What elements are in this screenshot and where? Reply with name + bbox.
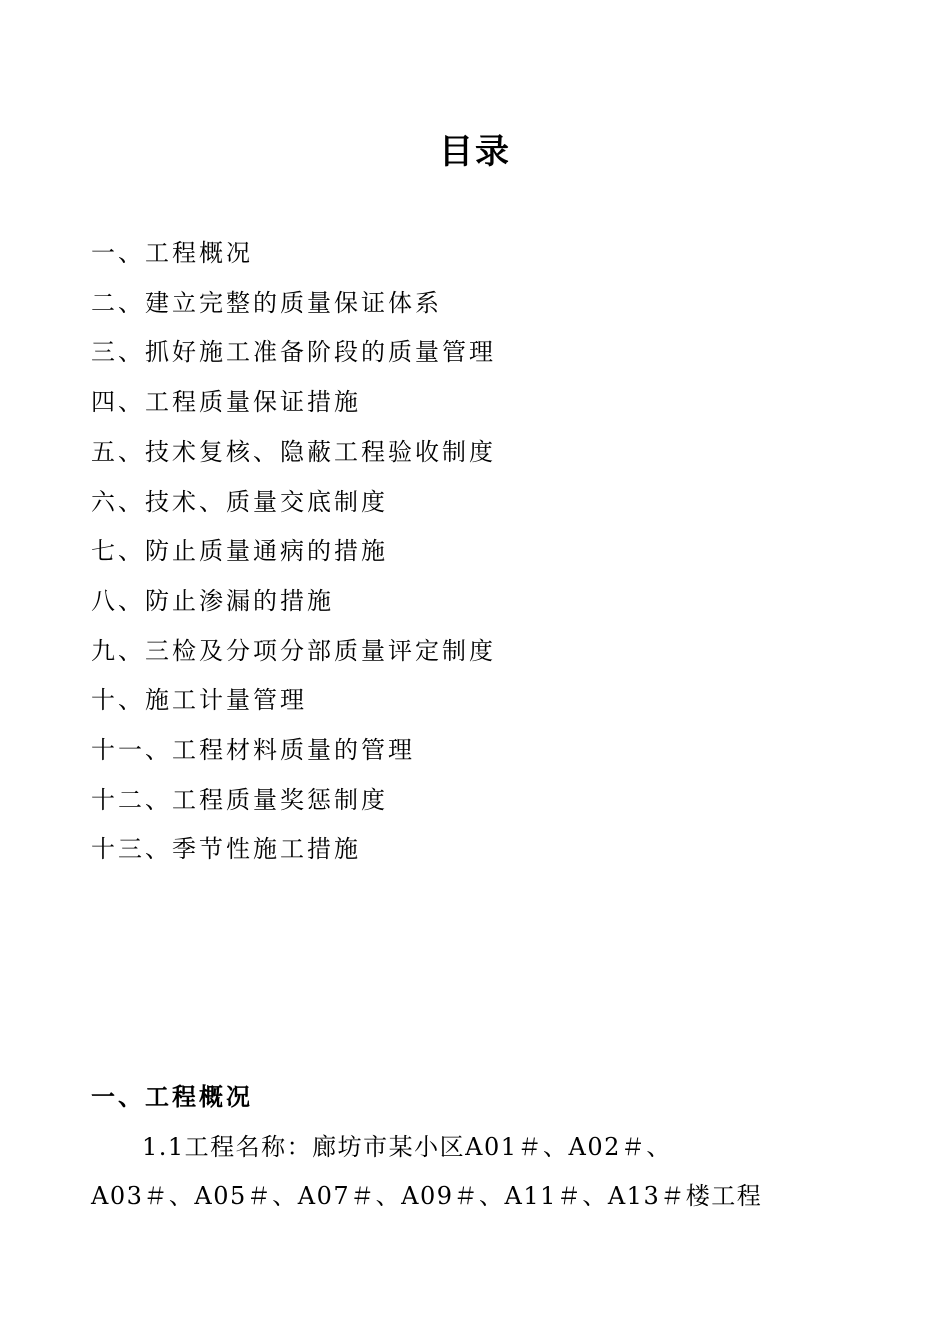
toc-title: 目录 <box>439 132 511 172</box>
toc-item: 六、技术、质量交底制度 <box>91 487 388 516</box>
toc-list <box>91 229 496 875</box>
toc-item: 十三、季节性施工措施 <box>91 835 361 864</box>
toc-item: 十、施工计量管理 <box>91 686 307 715</box>
toc-item: 四、工程质量保证措施 <box>91 388 361 417</box>
toc-item: 五、技术复核、隐蔽工程验收制度 <box>91 437 496 466</box>
section-heading: 一、工程概况 <box>91 1082 253 1111</box>
paragraph-line: 1.1工程名称：廊坊市某小区A01＃、A02＃、 <box>142 1133 672 1161</box>
toc-item: 八、防止渗漏的措施 <box>91 586 334 615</box>
toc-item: 二、建立完整的质量保证体系 <box>91 288 442 317</box>
toc-item: 九、三检及分项分部质量评定制度 <box>91 636 496 665</box>
toc-item: 七、防止质量通病的措施 <box>91 537 388 566</box>
paragraph-line: A03＃、A05＃、A07＃、A09＃、A11＃、A13＃楼工程 <box>91 1182 763 1210</box>
toc-item: 十二、工程质量奖惩制度 <box>91 785 388 814</box>
toc-item: 三、抓好施工准备阶段的质量管理 <box>91 338 496 367</box>
toc-item: 一、工程概况 <box>91 239 253 267</box>
toc-item: 十一、工程材料质量的管理 <box>91 736 415 765</box>
